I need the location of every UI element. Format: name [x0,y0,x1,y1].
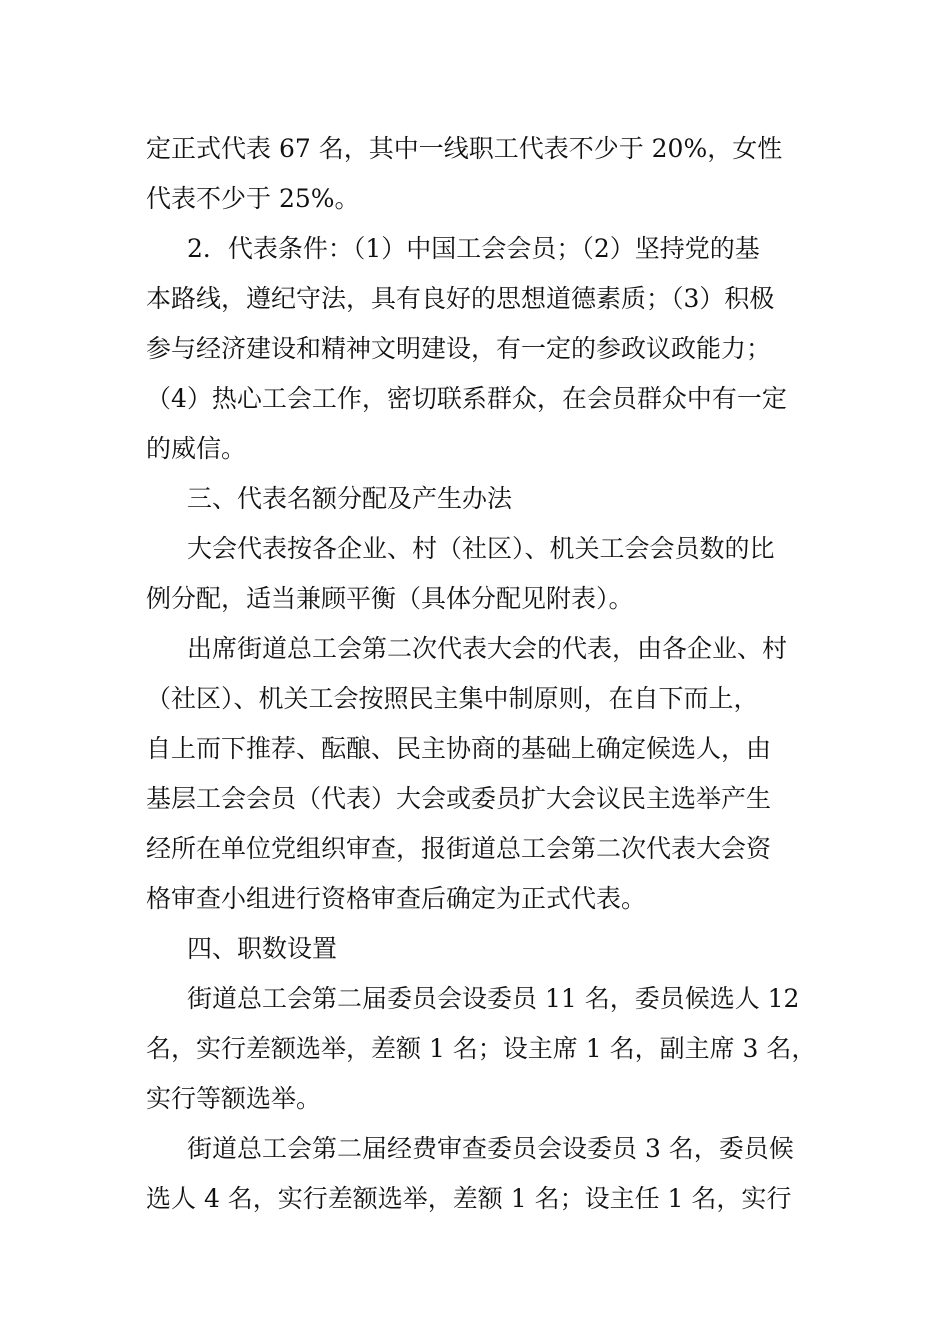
text-line: 基层工会会员（代表）大会或委员扩大会议民主选举产生 [146,784,772,813]
text-line: （4）热心工会工作，密切联系群众，在会员群众中有一定 [146,384,787,413]
section-heading: 三、代表名额分配及产生办法 [187,484,513,513]
text-line: 参与经济建设和精神文明建设，有一定的参政议政能力； [146,334,772,363]
text-line: 的威信。 [146,434,247,463]
text-line: 出席街道总工会第二次代表大会的代表，由各企业、村 [187,634,788,663]
text-line: 代表不少于 25%。 [146,184,360,213]
text-line: 街道总工会第二届经费审查委员会设委员 3 名，委员候 [187,1134,794,1163]
text-line: 街道总工会第二届委员会设委员 11 名，委员候选人 12 [187,984,800,1013]
text-line: 实行等额选举。 [146,1084,322,1113]
text-line: 格审查小组进行资格审查后确定为正式代表。 [146,884,647,913]
text-line: 选人 4 名，实行差额选举，差额 1 名；设主任 1 名，实行 [146,1184,792,1213]
text-line: （社区）、机关工会按照民主集中制原则，在自下而上， [146,684,759,713]
text-line: 定正式代表 67 名，其中一线职工代表不少于 20%，女性 [146,134,783,163]
text-line: 例分配，适当兼顾平衡（具体分配见附表）。 [146,584,634,613]
text-line: 经所在单位党组织审查，报街道总工会第二次代表大会资 [146,834,772,863]
text-line: 自上而下推荐、酝酿、民主协商的基础上确定候选人，由 [146,734,772,763]
text-line: 名，实行差额选举，差额 1 名；设主席 1 名，副主席 3 名， [146,1034,817,1063]
text-line: 大会代表按各企业、村（社区）、机关工会会员数的比 [187,534,775,563]
text-line: 本路线，遵纪守法，具有良好的思想道德素质；（3）积极 [146,284,775,313]
text-line: 2．代表条件：（1）中国工会会员；（2）坚持党的基 [187,234,760,263]
document-body [146,124,817,1224]
section-heading: 四、职数设置 [187,934,338,963]
